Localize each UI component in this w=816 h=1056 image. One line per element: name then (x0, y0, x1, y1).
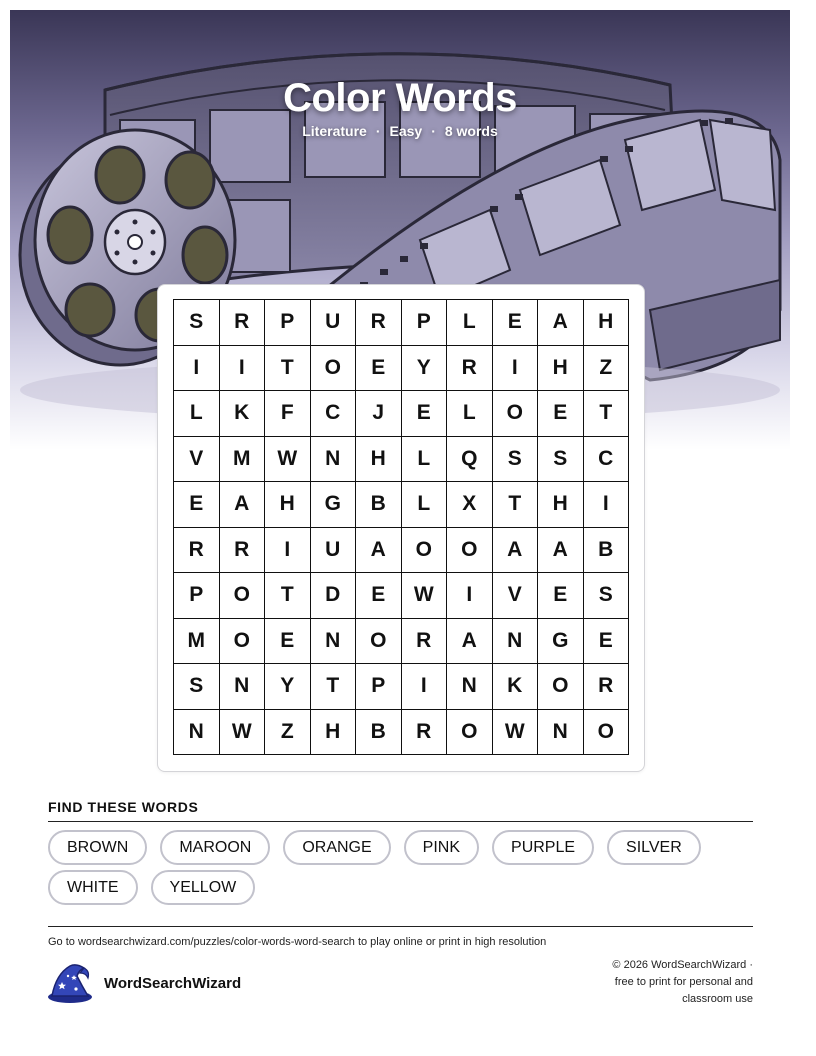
grid-cell[interactable]: I (584, 482, 630, 528)
grid-cell[interactable]: I (265, 528, 311, 574)
word-pill: PURPLE (492, 830, 594, 865)
grid-cell[interactable]: R (584, 664, 630, 710)
grid-cell[interactable]: Y (402, 346, 448, 392)
grid-cell[interactable]: T (265, 573, 311, 619)
grid-cell[interactable]: H (584, 300, 630, 346)
grid-cell[interactable]: P (265, 300, 311, 346)
grid-cell[interactable]: O (538, 664, 584, 710)
meta-separator: · (375, 123, 381, 139)
grid-cell[interactable]: Q (447, 437, 493, 483)
grid-cell[interactable]: Z (584, 346, 630, 392)
grid-cell[interactable]: O (356, 619, 402, 665)
grid-cell[interactable]: L (447, 300, 493, 346)
grid-cell[interactable]: C (311, 391, 357, 437)
grid-cell[interactable]: E (538, 391, 584, 437)
grid-cell[interactable]: I (493, 346, 539, 392)
word-list-divider (48, 821, 753, 822)
grid-cell[interactable]: K (493, 664, 539, 710)
word-pill: MAROON (160, 830, 270, 865)
grid-cell[interactable]: L (402, 482, 448, 528)
grid-cell[interactable]: A (447, 619, 493, 665)
grid-cell[interactable]: N (311, 619, 357, 665)
footer-divider (48, 926, 753, 927)
grid-cell[interactable]: W (265, 437, 311, 483)
grid-cell[interactable]: H (538, 482, 584, 528)
grid-cell[interactable]: O (584, 710, 630, 756)
grid-cell[interactable]: O (447, 710, 493, 756)
grid-cell[interactable]: M (220, 437, 266, 483)
brand-name: WordSearchWizard (104, 974, 242, 992)
online-play-link-text[interactable]: Go to wordsearchwizard.com/puzzles/color-words-word-search to play online or print in high resolution (48, 936, 547, 948)
grid-cell[interactable]: Y (265, 664, 311, 710)
grid-cell[interactable]: W (402, 573, 448, 619)
copyright-line: free to print for personal and (614, 976, 753, 988)
grid-cell[interactable]: R (220, 300, 266, 346)
grid-cell[interactable]: N (538, 710, 584, 756)
grid-cell[interactable]: S (538, 437, 584, 483)
word-count-label: 8 words (444, 123, 498, 139)
grid-cell[interactable]: E (265, 619, 311, 665)
grid-cell[interactable]: D (311, 573, 357, 619)
wizard-hat-icon (46, 962, 94, 1004)
grid-cell[interactable]: I (220, 346, 266, 392)
grid-cell[interactable]: T (265, 346, 311, 392)
grid-cell[interactable]: S (174, 300, 220, 346)
grid-cell[interactable]: A (538, 300, 584, 346)
grid-cell[interactable]: E (402, 391, 448, 437)
grid-cell[interactable]: O (220, 619, 266, 665)
grid-cell[interactable]: O (493, 391, 539, 437)
grid-cell[interactable]: H (538, 346, 584, 392)
grid-cell[interactable]: B (584, 528, 630, 574)
grid-cell[interactable]: A (538, 528, 584, 574)
grid-cell[interactable]: R (402, 619, 448, 665)
grid-cell[interactable]: B (356, 710, 402, 756)
grid-cell[interactable]: L (402, 437, 448, 483)
grid-cell[interactable]: S (493, 437, 539, 483)
word-pill: PINK (404, 830, 479, 865)
grid-cell[interactable]: E (538, 573, 584, 619)
brand[interactable] (46, 962, 241, 1004)
grid-cell[interactable]: N (493, 619, 539, 665)
puzzle-meta (10, 123, 790, 139)
grid-cell[interactable]: R (220, 528, 266, 574)
letter-grid (173, 299, 629, 755)
grid-cell[interactable]: N (311, 437, 357, 483)
grid-cell[interactable]: R (174, 528, 220, 574)
grid-cell[interactable]: M (174, 619, 220, 665)
grid-cell[interactable]: E (356, 346, 402, 392)
grid-cell[interactable]: S (174, 664, 220, 710)
word-pill: SILVER (607, 830, 701, 865)
grid-cell[interactable]: L (174, 391, 220, 437)
word-list-heading: FIND THESE WORDS (48, 799, 199, 815)
grid-cell[interactable]: T (584, 391, 630, 437)
grid-cell[interactable]: O (402, 528, 448, 574)
grid-cell[interactable]: T (493, 482, 539, 528)
grid-cell[interactable]: E (356, 573, 402, 619)
grid-cell[interactable]: T (311, 664, 357, 710)
word-pill: YELLOW (151, 870, 256, 905)
word-pill: BROWN (48, 830, 147, 865)
copyright-notice (553, 957, 753, 1008)
grid-cell[interactable]: E (584, 619, 630, 665)
grid-cell[interactable]: E (493, 300, 539, 346)
grid-cell[interactable]: L (447, 391, 493, 437)
grid-cell[interactable]: S (584, 573, 630, 619)
grid-cell[interactable]: P (356, 664, 402, 710)
grid-cell[interactable]: H (356, 437, 402, 483)
grid-cell[interactable]: V (493, 573, 539, 619)
grid-cell[interactable]: R (402, 710, 448, 756)
grid-cell[interactable]: H (265, 482, 311, 528)
grid-cell[interactable]: P (402, 300, 448, 346)
grid-cell[interactable]: O (311, 346, 357, 392)
grid-cell[interactable]: N (174, 710, 220, 756)
word-pill: WHITE (48, 870, 138, 905)
grid-cell[interactable]: N (220, 664, 266, 710)
copyright-line: classroom use (682, 993, 753, 1005)
grid-cell[interactable]: K (220, 391, 266, 437)
difficulty-label: Easy (389, 123, 423, 139)
grid-cell[interactable]: X (447, 482, 493, 528)
grid-cell[interactable]: I (447, 573, 493, 619)
grid-cell[interactable]: O (220, 573, 266, 619)
grid-cell[interactable]: A (493, 528, 539, 574)
grid-cell[interactable]: J (356, 391, 402, 437)
grid-cell[interactable]: Z (265, 710, 311, 756)
copyright-line: © 2026 WordSearchWizard · (612, 959, 753, 971)
puzzle-title: Color Words (283, 76, 517, 120)
grid-cell[interactable]: U (311, 528, 357, 574)
grid-cell[interactable]: P (174, 573, 220, 619)
word-pill: ORANGE (283, 830, 390, 865)
category-label: Literature (302, 123, 367, 139)
grid-cell[interactable]: W (220, 710, 266, 756)
grid-cell[interactable]: A (356, 528, 402, 574)
grid-cell[interactable]: U (311, 300, 357, 346)
grid-cell[interactable]: C (584, 437, 630, 483)
grid-cell[interactable]: R (356, 300, 402, 346)
grid-cell[interactable]: R (447, 346, 493, 392)
meta-separator: · (431, 123, 436, 139)
grid-cell[interactable]: G (311, 482, 357, 528)
grid-cell[interactable]: H (311, 710, 357, 756)
grid-cell[interactable]: N (447, 664, 493, 710)
grid-cell[interactable]: B (356, 482, 402, 528)
grid-cell[interactable]: A (220, 482, 266, 528)
grid-cell[interactable]: W (493, 710, 539, 756)
grid-cell[interactable]: V (174, 437, 220, 483)
grid-cell[interactable]: O (447, 528, 493, 574)
grid-cell[interactable]: E (174, 482, 220, 528)
word-list (48, 830, 753, 905)
grid-cell[interactable]: I (174, 346, 220, 392)
puzzle-grid-card (157, 284, 645, 772)
grid-cell[interactable]: F (265, 391, 311, 437)
grid-cell[interactable]: I (402, 664, 448, 710)
grid-cell[interactable]: G (538, 619, 584, 665)
